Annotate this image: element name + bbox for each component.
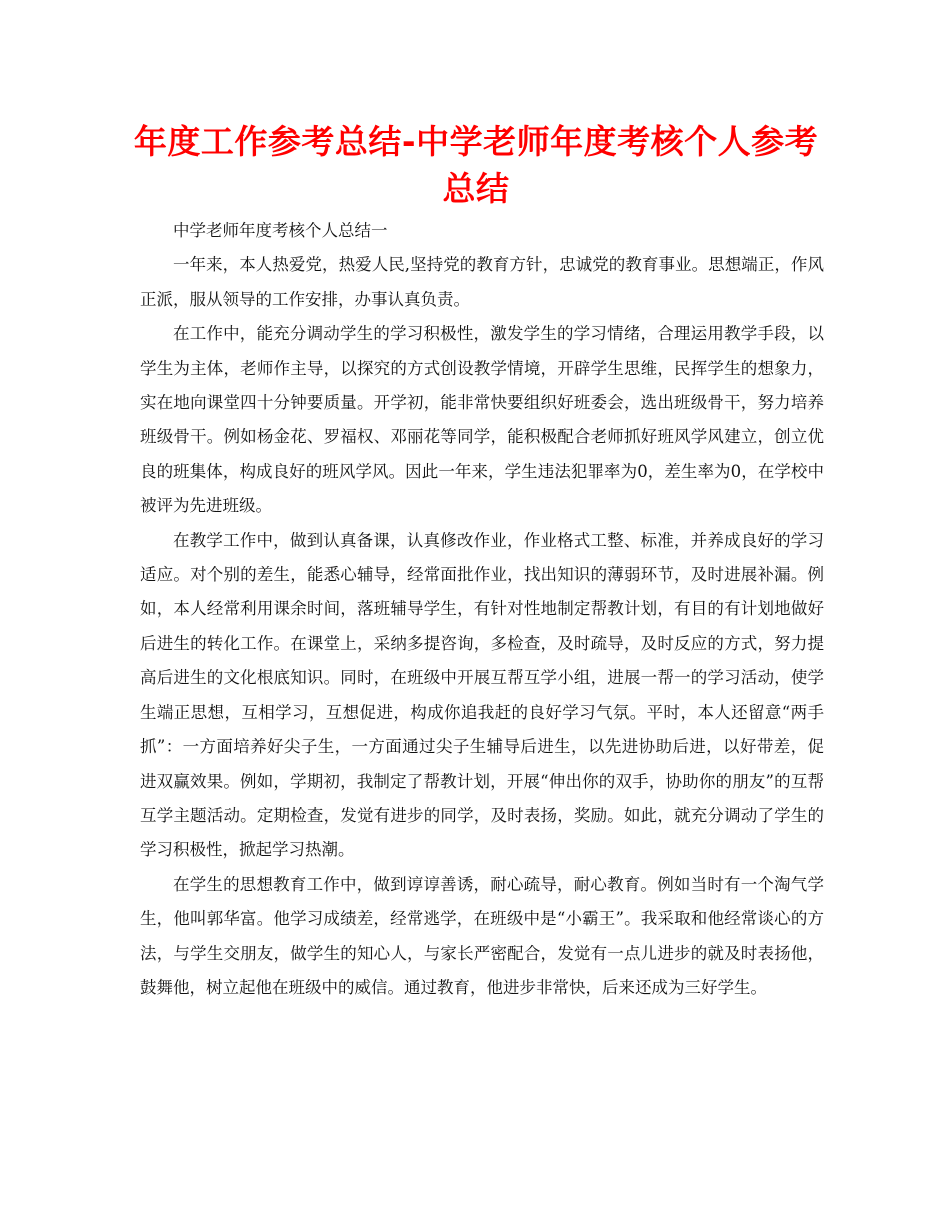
section-heading: 中学老师年度考核个人总结一 bbox=[173, 221, 388, 240]
page-title: 年度工作参考总结-中学老师年度考核个人参考总结 bbox=[133, 122, 819, 208]
document-body bbox=[140, 214, 824, 1005]
body-paragraph: 在工作中，能充分调动学生的学习积极性，激发学生的学习情绪，合理运用教学手段，以学生为主体，老师作主导，以探究的方式创设教学情境，开辟学生思维，民挥学生的想象力，实在地向课堂四十分钟要质量。开学初，能非常快要组织好班委会，选出班级骨干，努力培养班级骨干。例如杨金花、罗福权、邓丽花等同学，能积极配合老师抓好班风学风建立，创立优良的班集体，构成良好的班风学风。因此一年来，学生违法犯罪率为0，差生率为0，在学校中被评为先进班级。 bbox=[140, 324, 824, 516]
body-paragraph: 在学生的思想教育工作中，做到谆谆善诱，耐心疏导，耐心教育。例如当时有一个淘气学生，他叫郭华富。他学习成绩差，经常逃学，在班级中是“小霸王”。我采取和他经常谈心的方法，与学生交朋友，做学生的知心人，与家长严密配合，发觉有一点儿进步的就及时表扬他，鼓舞他，树立起他在班级中的威信。通过教育，他进步非常快，后来还成为三好学生。 bbox=[140, 874, 824, 997]
body-paragraph: 一年来，本人热爱党，热爱人民,坚持党的教育方针，忠诚党的教育事业。思想端正，作风正派，服从领导的工作安排，办事认真负责。 bbox=[140, 255, 824, 309]
body-paragraph: 在教学工作中，做到认真备课，认真修改作业，作业格式工整、标准，并养成良好的学习适应。对个别的差生，能悉心辅导，经常面批作业，找出知识的薄弱环节，及时进展补漏。例如，本人经常利用课余时间，落班辅导学生，有针对性地制定帮教计划，有目的有计划地做好后进生的转化工作。在课堂上，采纳多提咨询，多检查，及时疏导，及时反应的方式，努力提高后进生的文化根底知识。同时，在班级中开展互帮互学小组，进展一帮一的学习活动，使学生端正思想，互相学习，互想促进，构成你追我赶的良好学习气氛。平时，本人还留意“两手抓”：一方面培养好尖子生，一方面通过尖子生辅导后进生，以先进协助后进，以好带差，促进双赢效果。例如，学期初，我制定了帮教计划，开展“伸出你的双手，协助你的朋友”的互帮互学主题活动。定期检查，发觉有进步的同学，及时表扬，奖励。如此，就充分调动了学生的学习积极性，掀起学习热潮。 bbox=[140, 530, 824, 860]
